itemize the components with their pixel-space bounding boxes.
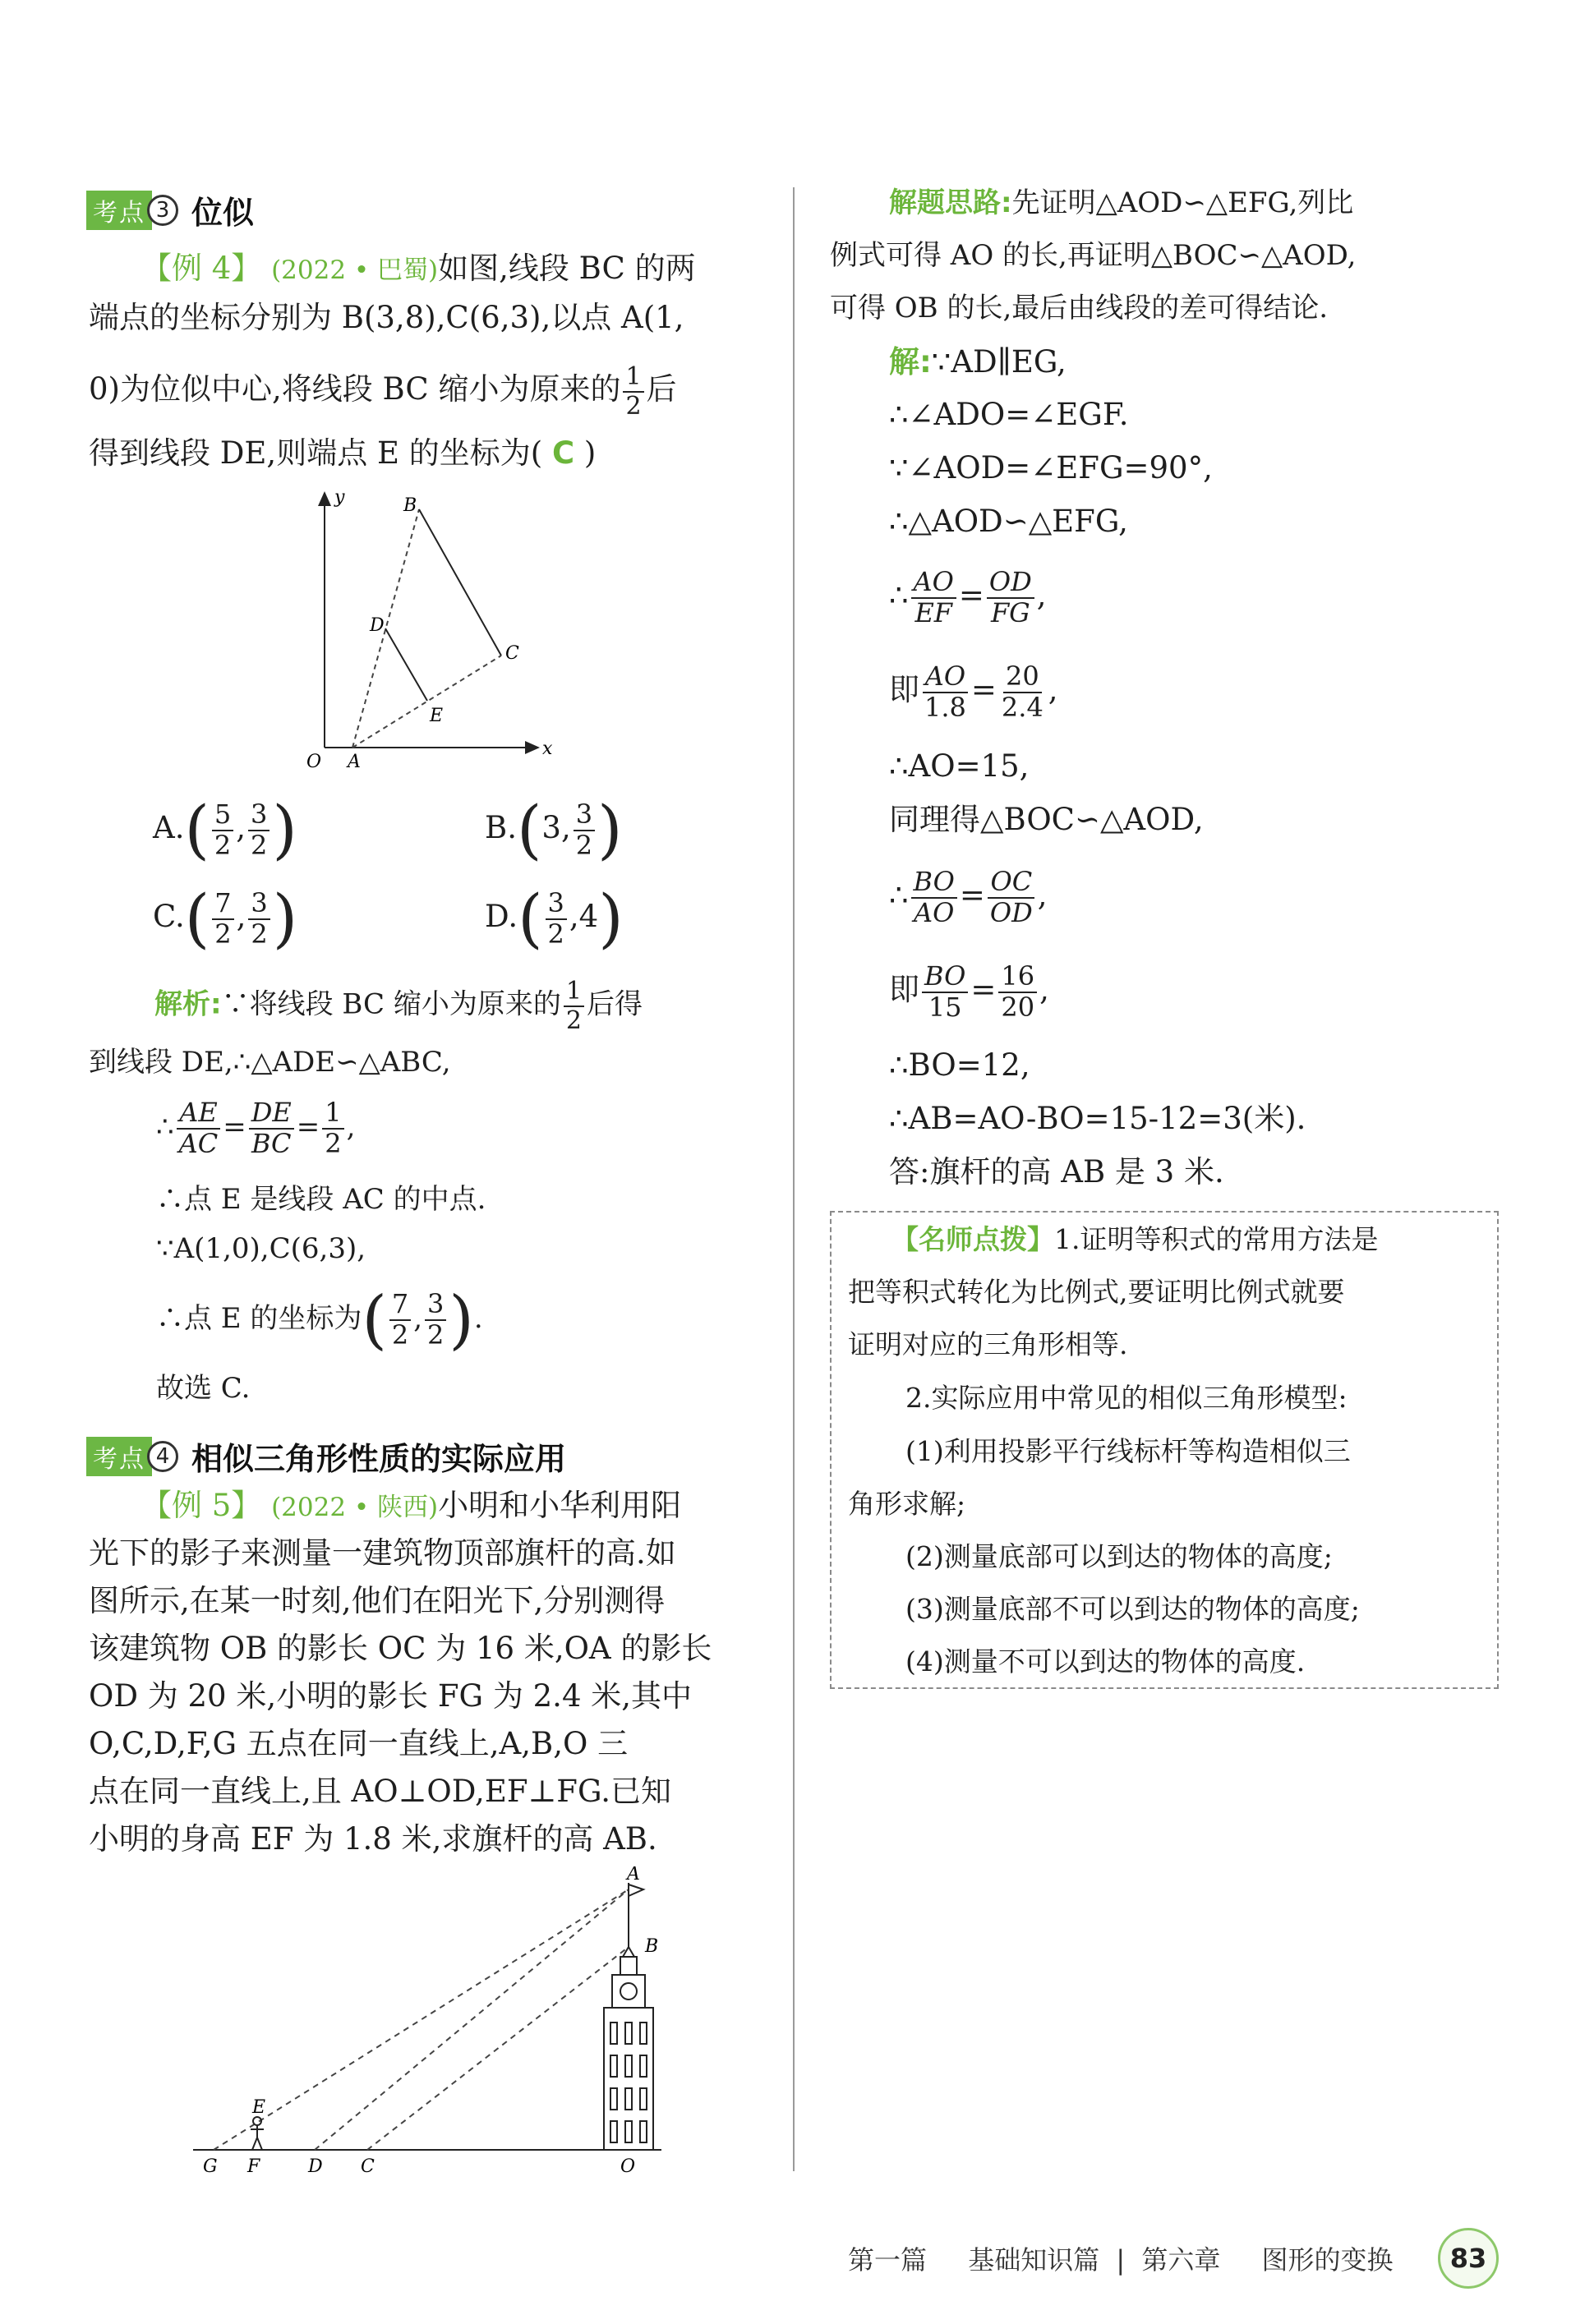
section-number: 3 — [147, 195, 178, 226]
label-x: x — [542, 739, 553, 759]
sun-ray-g — [214, 1889, 629, 2150]
analysis-line: 到线段 DE,∴△ADE∽△ABC, — [89, 1046, 451, 1079]
thinking-label: 解题思路: — [889, 186, 1012, 219]
label-o: O — [620, 2156, 636, 2177]
thinking-text: 例式可得 AO 的长,再证明△BOC∽△AOD, — [830, 239, 1357, 272]
section-3-header — [86, 187, 254, 232]
thinking-text: 先证明△AOD∽△EFG,列比 — [1011, 186, 1354, 219]
sun-ray-c — [367, 1947, 629, 2150]
solution-line: ∴ $\frac{BO}{AO}$ = $\frac{OC}{OD}$ , — [889, 865, 1048, 928]
solution-line: ∴△AOD∽△EFG, — [889, 504, 1128, 539]
option-a[interactable]: A.( $\frac{5}{2}$ , $\frac{3}{2}$ ) — [153, 793, 297, 867]
tip-text: 把等积式转化为比例式,要证明比例式就要 — [848, 1276, 1345, 1308]
footer-chapter-title: 图形的变换 — [1261, 2244, 1394, 2276]
tower-building — [604, 1947, 653, 2150]
analysis-line: ∵A(1,0),C(6,3), — [156, 1232, 366, 1265]
thinking-text: 可得 OB 的长,最后由线段的差可得结论. — [830, 292, 1329, 324]
section-title: 相似三角形性质的实际应用 — [191, 1441, 567, 1477]
label-c: C — [505, 643, 519, 664]
sun-ray-d — [315, 1889, 629, 2150]
label-d: D — [308, 2156, 323, 2177]
solution-line: ∵∠AOD=∠EFG=90°, — [889, 450, 1213, 486]
page-footer — [848, 2239, 1394, 2277]
label-e: E — [430, 706, 444, 726]
segment-bc — [419, 509, 501, 656]
example-source: (2022 • 陕西) — [271, 1493, 439, 1522]
solution-line: ∴AO=15, — [889, 748, 1030, 784]
segment-de — [385, 628, 427, 701]
section-4-header — [86, 1434, 566, 1479]
column-divider — [793, 187, 795, 2171]
example-text: 如图,线段 BC 的两 — [438, 251, 696, 286]
example-source: (2022 • 巴蜀) — [271, 255, 439, 285]
label-d: D — [370, 615, 385, 636]
solution-line: ∴AB=AO-BO=15-12=3(米). — [889, 1101, 1306, 1136]
section-tag: 考点 — [86, 191, 152, 230]
example-text: 图所示,在某一时刻,他们在阳光下,分别测得 — [89, 1583, 666, 1618]
example-text: 点在同一直线上,且 AO⊥OD,EF⊥FG.已知 — [89, 1774, 671, 1809]
label-b: B — [403, 495, 417, 516]
analysis-line: ∴点 E 是线段 AC 的中点. — [156, 1183, 486, 1216]
footer-chapter: 第六章 — [1141, 2244, 1221, 2276]
tip-text: (1)利用投影平行线标杆等构造相似三 — [905, 1435, 1351, 1467]
solution-line: 同理得△BOC∽△AOD, — [889, 802, 1204, 837]
label-e: E — [252, 2097, 266, 2118]
example-text: 小明和小华利用阳 — [438, 1488, 682, 1523]
section-tag: 考点 — [86, 1437, 152, 1476]
footer-section: 基础知识篇 — [968, 2244, 1100, 2276]
coordinate-figure — [292, 485, 555, 776]
solution-line: ∴ $\frac{AO}{EF}$ = $\frac{OD}{FG}$ , — [889, 565, 1047, 628]
example-text: OD 为 20 米,小明的影长 FG 为 2.4 米,其中 — [89, 1678, 693, 1714]
section-title: 位似 — [191, 195, 255, 231]
option-d[interactable]: D.( $\frac{3}{2}$ ,4) — [485, 881, 624, 956]
footer-part: 第一篇 — [848, 2244, 928, 2276]
analysis-line: 解析:∵将线段 BC 缩小为原来的 $\frac{1}{2}$ 后得 — [154, 977, 643, 1035]
solution-line: 答:旗杆的高 AB 是 3 米. — [889, 1154, 1224, 1190]
label-f: F — [247, 2156, 260, 2177]
label-c: C — [361, 2156, 375, 2177]
example-text: 端点的坐标分别为 B(3,8),C(6,3),以点 A(1, — [89, 300, 684, 335]
example-text: 得到线段 DE,则端点 E 的坐标为( C ) — [89, 435, 597, 471]
solution-line: ∴BO=12, — [889, 1047, 1030, 1083]
label-o: O — [306, 752, 322, 772]
tip-text: (3)测量底部不可以到达的物体的高度; — [905, 1593, 1360, 1625]
option-b[interactable]: B.(3, $\frac{3}{2}$ ) — [485, 793, 623, 867]
page-number: 83 — [1438, 2228, 1499, 2289]
tip-text: (2)测量底部可以到达的物体的高度; — [905, 1540, 1333, 1572]
flag-icon — [629, 1885, 643, 1896]
example-text: 0)为位似中心,将线段 BC 缩小为原来的 $\frac{1}{2}$ 后 — [89, 362, 677, 421]
label-g: G — [203, 2156, 218, 2177]
shadow-figure — [185, 1866, 678, 2187]
analysis-line: 故选 C. — [156, 1372, 251, 1405]
solution-line: 即 $\frac{BO}{15}$ = $\frac{16}{20}$ , — [889, 960, 1049, 1023]
person-icon — [251, 2117, 264, 2150]
section-number: 4 — [147, 1441, 178, 1472]
example-text: 小明的身高 EF 为 1.8 米,求旗杆的高 AB. — [89, 1821, 657, 1857]
line-ac — [352, 656, 501, 748]
label-y: y — [334, 487, 345, 508]
label-b: B — [645, 1936, 659, 1957]
solution-line: 即 $\frac{AO}{1.8}$ = $\frac{20}{2.4}$ , — [889, 660, 1058, 723]
tip-label: 【名师点拨】 — [891, 1223, 1054, 1255]
label-a: A — [348, 752, 361, 772]
tip-text: 1.证明等积式的常用方法是 — [1054, 1223, 1379, 1255]
solution-line: ∴∠ADO=∠EGF. — [889, 397, 1129, 432]
tip-text: 证明对应的三角形相等. — [848, 1328, 1128, 1360]
example-label: 【例 5】 — [141, 1488, 262, 1523]
example-text: 该建筑物 OB 的影长 OC 为 16 米,OA 的影长 — [89, 1631, 712, 1666]
tip-text: 角形求解; — [848, 1488, 966, 1520]
analysis-line: ∴ $\frac{AE}{AC}$ = $\frac{DE}{BC}$ = $\frac{1}{2}$ , — [156, 1097, 356, 1159]
tip-text: (4)测量不可以到达的物体的高度. — [905, 1645, 1306, 1677]
option-c[interactable]: C.( $\frac{7}{2}$ , $\frac{3}{2}$ ) — [153, 881, 298, 956]
example-text: 光下的影子来测量一建筑物顶部旗杆的高.如 — [89, 1535, 676, 1571]
solution-line: ∵AD∥EG, — [931, 344, 1067, 380]
analysis-line: ∴点 E 的坐标为( $\frac{7}{2}$ , $\frac{3}{2}$ ). — [156, 1283, 483, 1357]
answer-choice: C — [551, 435, 575, 471]
footer-separator: | — [1116, 2244, 1126, 2276]
example-label: 【例 4】 — [141, 251, 262, 286]
label-a: A — [627, 1866, 640, 1885]
example-text: O,C,D,F,G 五点在同一直线上,A,B,O 三 — [89, 1726, 629, 1761]
solution-label: 解: — [889, 344, 932, 380]
tip-text: 2.实际应用中常见的相似三角形模型: — [905, 1382, 1348, 1414]
